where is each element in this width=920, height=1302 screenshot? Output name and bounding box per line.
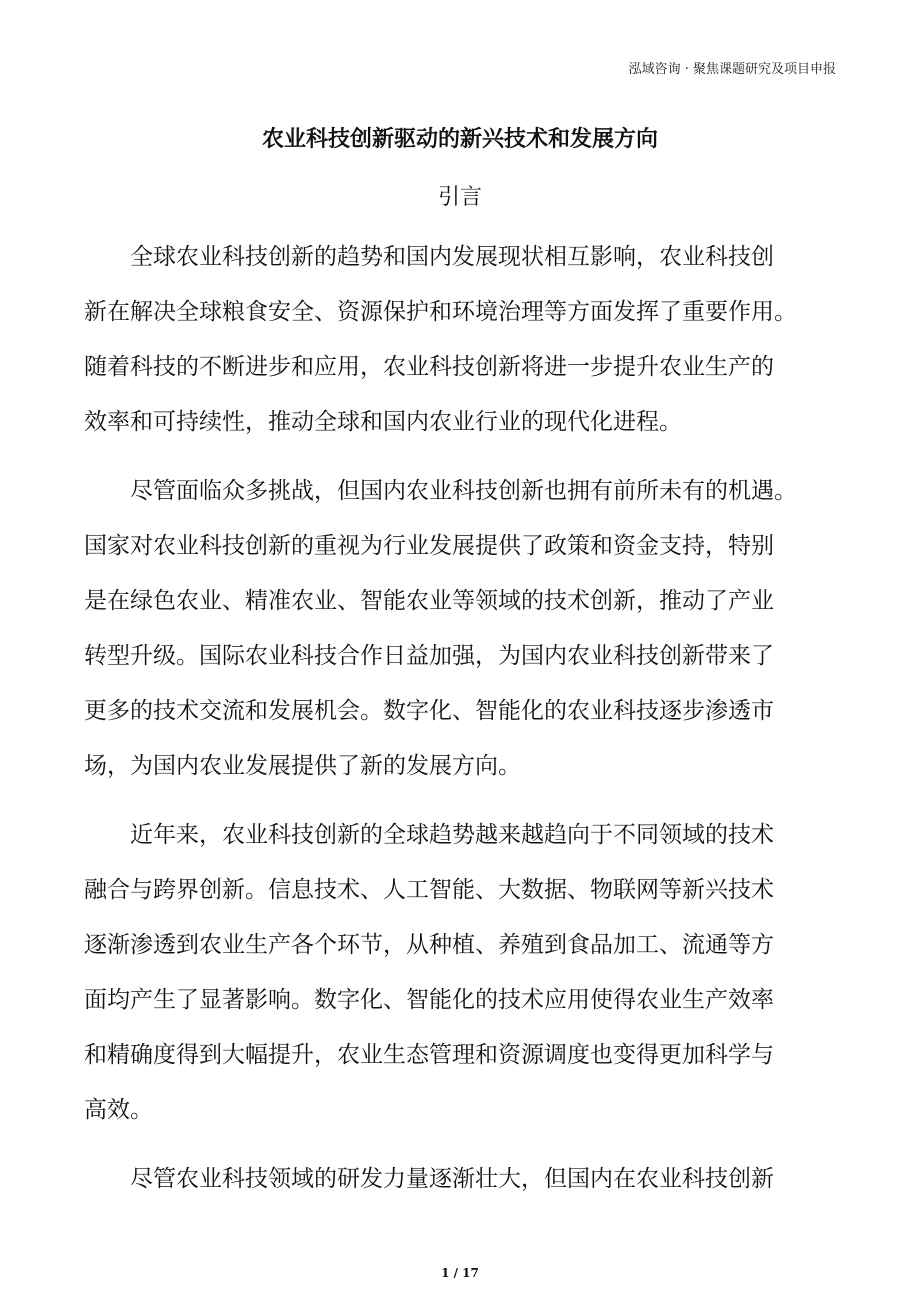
paragraph	[84, 464, 844, 794]
header-note: 泓域咨询 · 聚焦课题研究及项目申报	[628, 62, 836, 77]
paragraph-line: 国家对农业科技创新的重视为行业发展提供了政策和资金支持，特别	[84, 533, 774, 559]
paragraph	[84, 1152, 844, 1207]
paragraph	[84, 808, 844, 1138]
paragraph-line: 尽管农业科技领域的研发力量逐渐壮大，但国内在农业科技创新	[130, 1166, 774, 1192]
paragraph-line: 更多的技术交流和发展机会。数字化、智能化的农业科技逐步渗透市	[84, 698, 774, 724]
section-heading: 引言	[437, 185, 482, 210]
paragraph-line: 随着科技的不断进步和应用，农业科技创新将进一步提升农业生产的	[84, 354, 774, 380]
paragraph	[84, 230, 844, 450]
paragraph-line: 新在解决全球粮食安全、资源保护和环境治理等方面发挥了重要作用。	[84, 299, 797, 325]
paragraph-line: 全球农业科技创新的趋势和国内发展现状相互影响，农业科技创	[130, 244, 774, 270]
paragraph-line: 转型升级。国际农业科技合作日益加强，为国内农业科技创新带来了	[84, 643, 774, 669]
body-text	[84, 230, 844, 1221]
paragraph-line: 逐渐渗透到农业生产各个环节，从种植、养殖到食品加工、流通等方	[84, 932, 774, 958]
paragraph-line: 是在绿色农业、精准农业、智能农业等领域的技术创新，推动了产业	[84, 588, 774, 614]
paragraph-line: 场，为国内农业发展提供了新的发展方向。	[84, 753, 521, 779]
paragraph-line: 近年来，农业科技创新的全球趋势越来越趋向于不同领域的技术	[130, 822, 774, 848]
paragraph-line: 和精确度得到大幅提升，农业生态管理和资源调度也变得更加科学与	[84, 1042, 774, 1068]
document-title: 农业科技创新驱动的新兴技术和发展方向	[261, 127, 658, 152]
paragraph-line: 尽管面临众多挑战，但国内农业科技创新也拥有前所未有的机遇。	[130, 478, 797, 504]
paragraph-line: 效率和可持续性，推动全球和国内农业行业的现代化进程。	[84, 409, 682, 435]
paragraph-line: 面均产生了显著影响。数字化、智能化的技术应用使得农业生产效率	[84, 987, 774, 1013]
page-number: 1 / 17	[441, 1266, 479, 1280]
paragraph-line: 高效。	[84, 1097, 153, 1123]
paragraph-line: 融合与跨界创新。信息技术、人工智能、大数据、物联网等新兴技术	[84, 877, 774, 903]
